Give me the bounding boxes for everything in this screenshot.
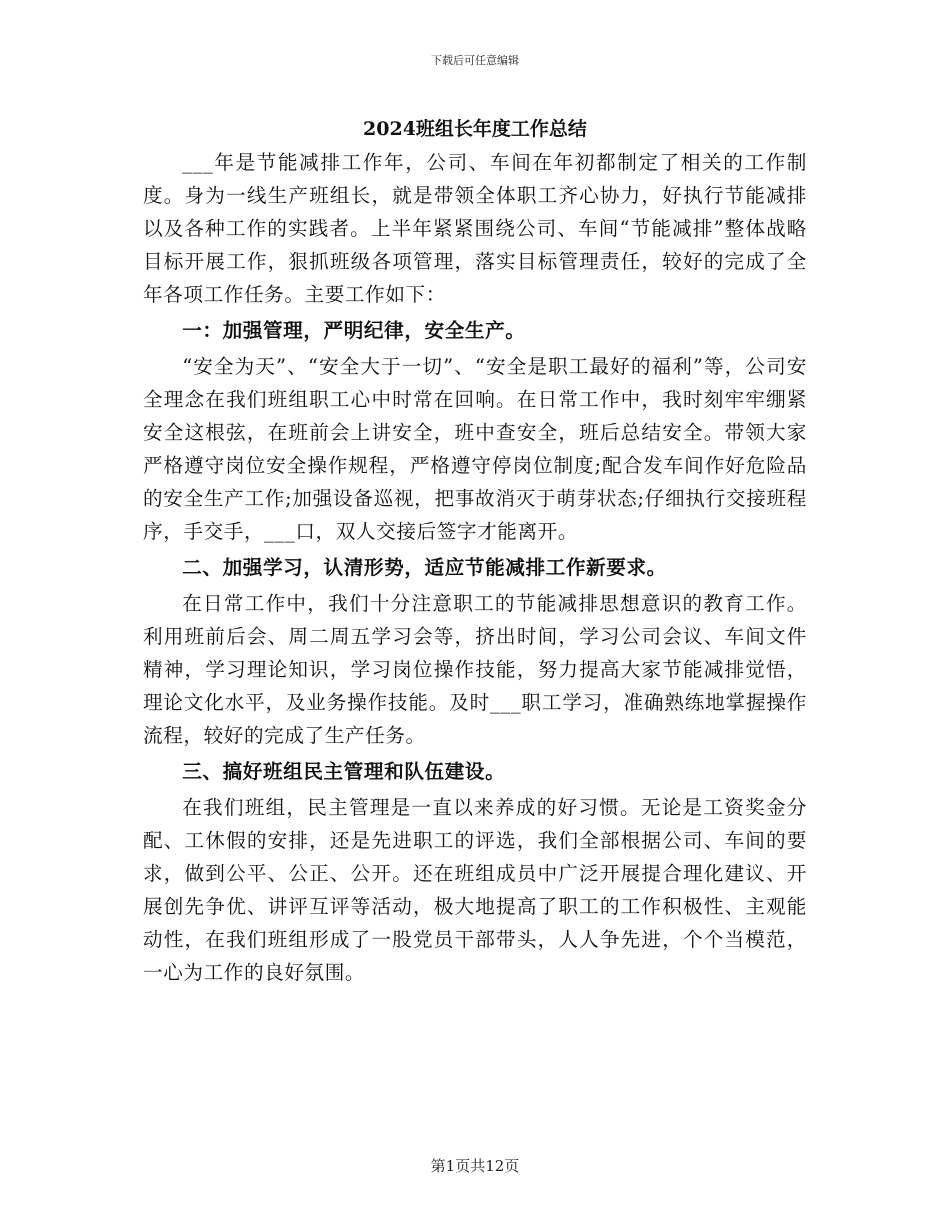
section-body-3: 在我们班组，民主管理是一直以来养成的好习惯。无论是工资奖金分配、工休假的安排，还是先进职工的评选，我们全部根据公司、车间的要求，做到公平、公正、公开。还在班组成员中广泛开展提合理化建议、开展创先争优、讲评互评等活动，极大地提高了职工的工作积极性、主观能动性，在我们班组形成了一股党员干部带头，人人争先进，个个当模范，一心为工作的良好氛围。 bbox=[143, 796, 807, 984]
page-header: 下载后可任意编辑 bbox=[431, 54, 519, 67]
document-body bbox=[143, 146, 807, 989]
intro-paragraph: ___年是节能减排工作年，公司、车间在年初都制定了相关的工作制度。身为一线生产班组长，就是带领全体职工齐心协力，好执行节能减排以及各种工作的实践者。上半年紧紧围绕公司、车间“节能减排”整体战略目标开展工作，狠抓班级各项管理，落实目标管理责任，较好的完成了全年各项工作任务。主要工作如下： bbox=[143, 151, 807, 306]
section-body-1: “安全为天”、“安全大于一切”、“安全是职工最好的福利”等，公司安全理念在我们班组职工心中时常在回响。在日常工作中，我时刻牢牢绷紧安全这根弦，在班前会上讲安全，班中查安全，班后总结安全。带领大家严格遵守岗位安全操作规程，严格遵守停岗位制度;配合发车间作好危险品的安全生产工作;加强设备巡视，把事故消灭于萌芽状态;仔细执行交接班程序，手交手，___口，双人交接后签字才能离开。 bbox=[143, 355, 807, 543]
page-footer: 第1页共12页 bbox=[430, 1157, 520, 1175]
section-heading-3: 三、搞好班组民主管理和队伍建设。 bbox=[182, 760, 506, 783]
document-title: 2024班组长年度工作总结 bbox=[363, 118, 587, 140]
section-body-2: 在日常工作中，我们十分注意职工的节能减排思想意识的教育工作。利用班前后会、周二周五学习会等，挤出时间，学习公司会议、车间文件精神，学习理论知识，学习岗位操作技能，努力提高大家节能减排觉悟，理论文化水平，及业务操作技能。及时___职工学习，准确熟练地掌握操作流程，较好的完成了生产任务。 bbox=[143, 592, 807, 747]
section-heading-1: 一：加强管理，严明纪律，安全生产。 bbox=[182, 319, 526, 342]
section-heading-2: 二、加强学习，认清形势，适应节能减排工作新要求。 bbox=[182, 556, 667, 579]
